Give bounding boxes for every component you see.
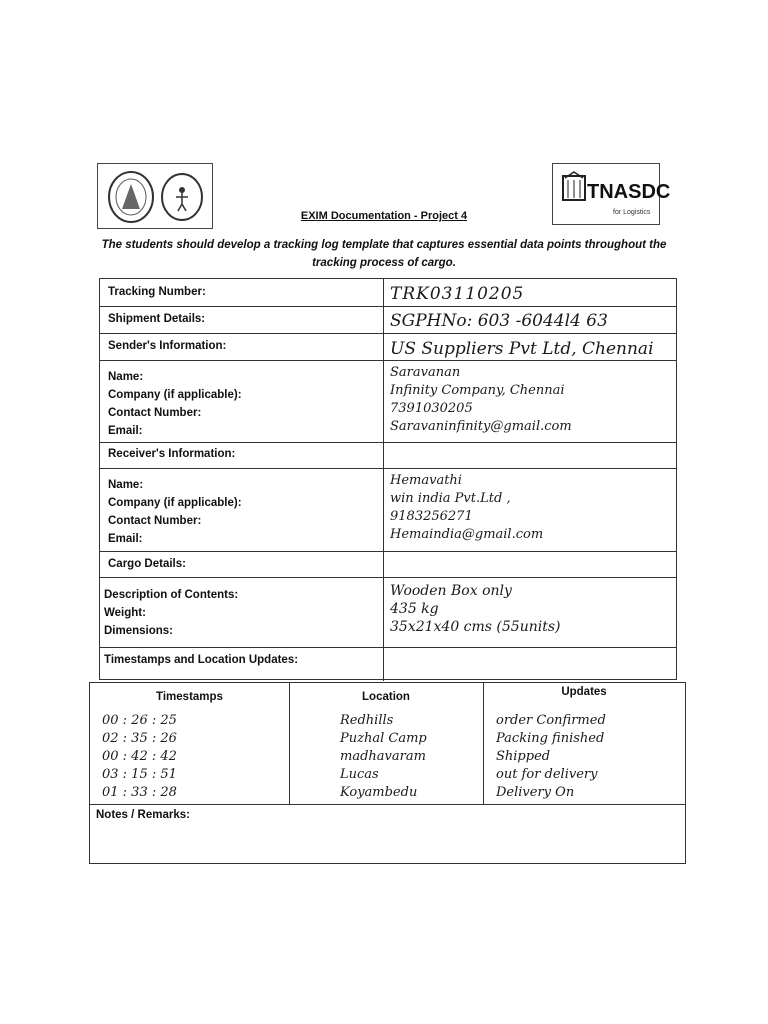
row-timestamp: 00 : 26 : 25 xyxy=(102,713,177,728)
receiver-values xyxy=(390,472,543,544)
col-header-updates: Updates xyxy=(561,686,607,698)
receiver-name-value: Hemavathi xyxy=(390,473,462,488)
sender-email-value: Saravaninfinity@gmail.com xyxy=(390,419,572,434)
row-update: Delivery On xyxy=(496,785,575,800)
document-title: EXIM Documentation - Project 4 xyxy=(300,210,468,222)
table-row xyxy=(90,785,685,803)
cargo-description-label: Description of Contents: xyxy=(104,589,239,601)
receiver-email-label: Email: xyxy=(108,533,143,545)
receiver-email-value: Hemaindia@gmail.com xyxy=(390,527,544,542)
row-location: Koyambedu xyxy=(340,785,418,800)
cargo-details-label: Cargo Details: xyxy=(108,558,186,570)
row-timestamp: 00 : 42 : 42 xyxy=(102,749,177,764)
sender-contact-value: 7391030205 xyxy=(390,401,473,416)
tracking-number-label: Tracking Number: xyxy=(108,286,206,298)
cargo-fields xyxy=(104,586,238,640)
sender-email-label: Email: xyxy=(108,425,143,437)
timestamps-location-label: Timestamps and Location Updates: xyxy=(104,654,299,666)
row-timestamp: 03 : 15 : 51 xyxy=(102,767,177,782)
table-row xyxy=(90,713,685,731)
table-row xyxy=(90,767,685,785)
row-timestamp: 02 : 35 : 26 xyxy=(102,731,177,746)
receiver-info-label: Receiver's Information: xyxy=(108,448,236,460)
receiver-company-value: win india Pvt.Ltd , xyxy=(390,491,511,506)
cargo-values xyxy=(390,582,561,636)
svg-text:TNASDC: TNASDC xyxy=(587,181,671,203)
sender-info-label: Sender's Information: xyxy=(108,340,227,352)
row-location: madhavaram xyxy=(340,749,426,764)
tracking-form xyxy=(99,278,677,680)
sender-name-label: Name: xyxy=(108,371,144,383)
row-location: Puzhal Camp xyxy=(340,731,427,746)
cargo-weight-label: Weight: xyxy=(104,607,146,619)
timestamps-table xyxy=(89,682,686,864)
notes-remarks-label: Notes / Remarks: xyxy=(96,809,190,821)
row-update: Packing finished xyxy=(496,731,605,746)
document-instruction: The students should develop a tracking log template that captures essential data points throughout the tracking process of cargo. xyxy=(101,239,667,269)
col-header-timestamps: Timestamps xyxy=(156,691,223,703)
cargo-weight-value: 435 kg xyxy=(390,601,439,617)
sender-values xyxy=(390,364,572,436)
tracking-number-value: TRK03110205 xyxy=(390,284,525,304)
sender-info-value: US Suppliers Pvt Ltd, Chennai xyxy=(390,339,654,359)
sender-company-label: Company (if applicable): xyxy=(108,389,242,401)
sender-company-value: Infinity Company, Chennai xyxy=(390,383,565,398)
row-location: Lucas xyxy=(340,767,379,782)
receiver-name-label: Name: xyxy=(108,479,144,491)
row-update: Shipped xyxy=(496,749,551,764)
sender-fields xyxy=(108,368,242,440)
col-header-location: Location xyxy=(362,691,410,703)
receiver-contact-value: 9183256271 xyxy=(390,509,473,524)
shipment-details-label: Shipment Details: xyxy=(108,313,206,325)
receiver-company-label: Company (if applicable): xyxy=(108,497,242,509)
sender-name-value: Saravanan xyxy=(390,365,461,380)
row-update: order Confirmed xyxy=(496,713,606,728)
row-update: out for delivery xyxy=(496,767,598,782)
svg-text:for Logistics: for Logistics xyxy=(613,209,651,216)
cargo-dimensions-value: 35x21x40 cms (55units) xyxy=(390,619,561,635)
cargo-description-value: Wooden Box only xyxy=(390,583,512,599)
receiver-contact-label: Contact Number: xyxy=(108,515,202,527)
sender-contact-label: Contact Number: xyxy=(108,407,202,419)
table-row xyxy=(90,731,685,749)
row-location: Redhills xyxy=(340,713,394,728)
shipment-details-value: SGPHNo: 603 -6044l4 63 xyxy=(390,311,608,331)
table-row xyxy=(90,749,685,767)
row-timestamp: 01 : 33 : 28 xyxy=(102,785,177,800)
receiver-fields xyxy=(108,476,242,548)
cargo-dimensions-label: Dimensions: xyxy=(104,625,174,637)
